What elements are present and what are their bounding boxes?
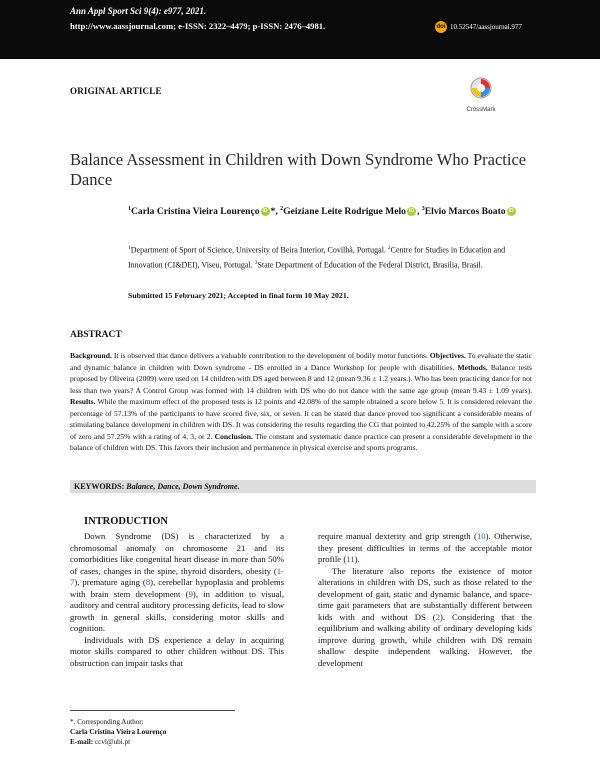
citation-link[interactable]: 9 (188, 588, 193, 599)
intro-text: Down Syndrome (DS) is characterized by a chromosomal anomaly on chromosome 21 and its comorbidities like congenital heart disease in more than 50% of cases, changes in the spine, thyroid disorders, obesity ( (70, 531, 284, 576)
footnote-email-label: E-mail: (70, 738, 94, 746)
affil-2-num: 2 (387, 245, 391, 251)
introduction-heading: INTRODUCTION (84, 516, 169, 527)
affil-1: Department of Sport of Science, University of Beira Interior, Covilhã, Portugal. (130, 245, 386, 255)
corresponding-mark: * (270, 206, 276, 218)
doi-link[interactable] (435, 21, 522, 33)
citation-link[interactable]: 11 (346, 554, 355, 564)
paper-title: Balance Assessment in Children with Down Syndrome Who Practice Dance (70, 150, 527, 189)
footnote-author: Carla Cristina Vieira Lourenço (70, 728, 167, 736)
abs-conclusion-label: Conclusion. (214, 431, 253, 441)
citation-link[interactable]: 8 (145, 577, 151, 587)
author-3-affil: 3 (421, 206, 425, 212)
affiliations (128, 242, 540, 271)
abs-methods: Balance tests proposed by Oliveira (2009) were used on 14 children with DS aged between 8 and 12 (mean 9.36 ± 1.2 years.). Who has been practicing dance for not less than two years? A Control Group was formed with 14 children with DS who do not dance with the same age group (mean 9.43 ± 1.09 years). (70, 362, 533, 395)
author-2-affil: 2 (280, 206, 284, 212)
abs-results-label: Results. (70, 397, 96, 406)
journal-url-issn[interactable]: http://www.aassjournal.com; e-ISSN: 2322–4479; p-ISSN: 2476–4981. (70, 21, 326, 31)
abs-results: While the maximum effect of the proposed tests is 12 points and 42.08% of the sample obtained a score below 5. It is considered relevant the percentage of 57.13% of the participants to have scored five, six, or seven. It can be stated that dance proved too significant a considerable means of stimulating balance development in children with DS. It was considering the results regarding the CG that pointed to 42.25% of the sample with a score of zero and 57.25% with a rating of 4, 3, or 2. (70, 397, 532, 441)
doi-icon: doi (435, 21, 447, 33)
crossmark-badge[interactable] (461, 77, 501, 113)
affil-1-num: 1 (128, 245, 131, 251)
author-3: Elvio Marcos Boato (424, 206, 506, 218)
abs-objectives: To evaluate the static and dynamic balance in children with Down syndrome - DS enrolled in a Dance Workshop for people with disabilities. (70, 351, 533, 372)
journal-citation: Ann Appl Sport Sci 9(4): e977, 2021. (70, 6, 207, 16)
affil-3-num: 3 (254, 259, 258, 266)
citation-link[interactable]: 10 (476, 531, 486, 541)
keywords-bar (70, 480, 536, 493)
intro-text: ). Otherwise, they present difficulties in terms of the acceptable motor profile ( (318, 531, 532, 564)
journal-header (0, 0, 600, 59)
intro-paragraph (318, 566, 532, 670)
body-column-left (70, 531, 284, 669)
citation-link[interactable]: 2 (435, 611, 441, 622)
orcid-icon[interactable]: iD (508, 208, 514, 215)
footnote (70, 717, 166, 747)
footnote-rule (70, 710, 235, 711)
author-list: $^1$Carla Cristina Vieira Lourenço iD *, $^2$Geiziane Leite Rodrigue Melo iD , $^3$Elvio Marcos Boato iD (128, 206, 514, 218)
intro-text: ). Considering that the equilibrium and walking ability of ordinary developing kids improve during growth, while children with DS remain shallow despite independent walking. However, the development (318, 611, 533, 668)
intro-text: ), in addition to visual, auditory and central auditory processing deficits, lead to slow growth in general skills, considering motor skills and cognition. (70, 588, 284, 633)
abstract-heading: ABSTRACT (70, 330, 122, 340)
intro-text: ). (354, 554, 360, 564)
author-1-affil: 1 (128, 206, 131, 212)
intro-text: The literature also reports the existence of motor alterations in children with DS, such as those related to the development of gait, static and dynamic balance, and space-time gait parameters that are substantially different between kids with and without DS ( (318, 565, 532, 622)
orcid-icon[interactable]: iD (262, 208, 268, 215)
intro-text: require manual dexterity and grip strength ( (318, 531, 477, 541)
doi-text[interactable]: 10.52547/aassjournal.977 (450, 23, 522, 31)
abs-background: It is observed that dance delivers a valuable contribution to the development of bodily motor functions. (113, 351, 428, 360)
abs-conclusion: The constant and systematic dance practice can present a considerable development in the balance of children with DS. This favors their inclusion and permanence in physical exercise and sports programs. (70, 431, 532, 452)
abstract-body (70, 350, 532, 454)
footnote-label: *. Corresponding Author: (70, 718, 144, 726)
intro-text: ), cerebellar hypoplasia and problems with brain stem development ( (70, 577, 284, 599)
keywords-text: Balance, Dance, Down Syndrome. (126, 482, 240, 491)
abs-objectives-label: Objectives. (429, 351, 466, 360)
body-column-right (318, 531, 532, 669)
article-type: ORIGINAL ARTICLE (70, 86, 162, 96)
author-2: Geiziane Leite Rodrigue Melo (283, 206, 406, 218)
abs-background-label: Background. (70, 351, 112, 360)
submission-dates: Submitted 15 February 2021; Accepted in final form 10 May 2021. (128, 291, 349, 300)
author-1: Carla Cristina Vieira Lourenço (131, 206, 260, 218)
footnote-email[interactable]: ccvl@ubi.pt (94, 738, 131, 746)
keywords-label: KEYWORDS: (74, 482, 125, 491)
crossmark-label: CrossMark (466, 107, 496, 113)
crossmark-icon (470, 77, 492, 101)
intro-paragraph (70, 531, 284, 635)
intro-paragraph: Individuals with DS experience a delay in acquiring motor skills compared to other children without DS. This obstruction can impair tasks that (70, 634, 284, 668)
intro-text: ), premature aging ( (74, 577, 146, 587)
citation-link[interactable]: 1-7 (70, 565, 284, 587)
abs-methods-label: Methods. (457, 362, 488, 372)
affil-3: State Department of Education of the Federal District, Brasilia, Brasil. (257, 260, 483, 270)
intro-paragraph (318, 531, 532, 566)
affil-2: Centre for Studies in Education and Innovation (CI&DEI), Viseu, Portugal. (128, 245, 506, 270)
orcid-icon[interactable]: iD (408, 208, 414, 215)
